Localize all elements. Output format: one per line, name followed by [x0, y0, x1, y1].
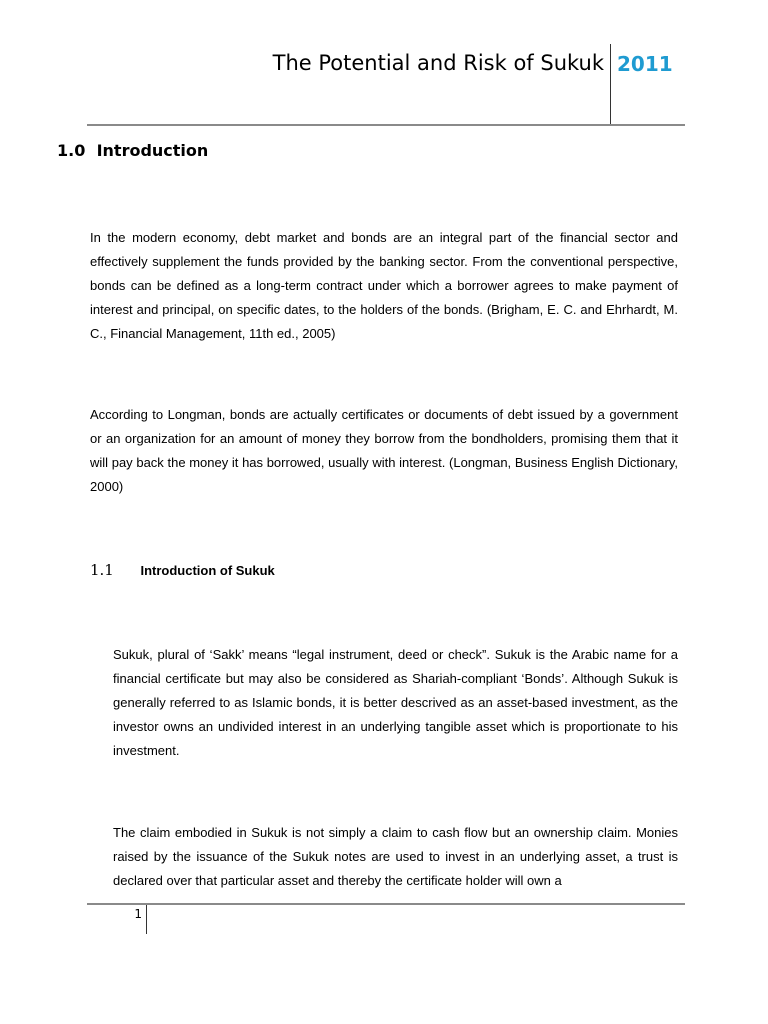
- header-rule: [87, 124, 685, 126]
- section-title: Introduction: [96, 141, 209, 160]
- footer-rule: [87, 903, 685, 905]
- header-divider: [610, 44, 611, 125]
- section-number: 1.0: [57, 141, 86, 160]
- subsection-heading-sukuk: [90, 561, 275, 580]
- subsection-number: 1.1: [90, 561, 114, 579]
- subsection-title: Introduction of Sukuk: [140, 563, 275, 578]
- paragraph: The claim embodied in Sukuk is not simply a claim to cash flow but an ownership claim. Monies raised by the issuance of the Sukuk notes are used to invest in an underlying asset, a trust is declared over that particular asset and thereby the certificate holder will own a: [113, 825, 678, 888]
- paragraph: In the modern economy, debt market and bonds are an integral part of the financial sector and effectively supplement the funds provided by the banking sector. From the conventional perspective, bonds can be defined as a long-term contract under which a borrower agrees to make payment of interest and principal, on specific dates, to the holders of the bonds. (Brigham, E. C. and Ehrhardt, M. C., Financial Management, 11th ed., 2005): [90, 230, 678, 341]
- running-header-title: The Potential and Risk of Sukuk: [272, 51, 604, 75]
- page-number: 1: [134, 907, 142, 921]
- section-heading-introduction: [57, 141, 208, 161]
- paragraph: Sukuk, plural of ‘Sakk’ means “legal instrument, deed or check”. Sukuk is the Arabic name for a financial certificate but may also be considered as Shariah-compliant ‘Bonds’. Although Sukuk is generally referred to as Islamic bonds, it is better descrived as an asset-based investment, as the investor owns an undivided interest in an underlying tangible asset which is proportionate to his investment.: [113, 647, 678, 758]
- footer-divider: [146, 905, 147, 934]
- running-header-year: 2011: [617, 52, 673, 76]
- paragraph: According to Longman, bonds are actually certificates or documents of debt issued by a government or an organization for an amount of money they borrow from the bondholders, promising them that it will pay back the money it has borrowed, usually with interest. (Longman, Business English Dictionary, 2000): [90, 407, 678, 494]
